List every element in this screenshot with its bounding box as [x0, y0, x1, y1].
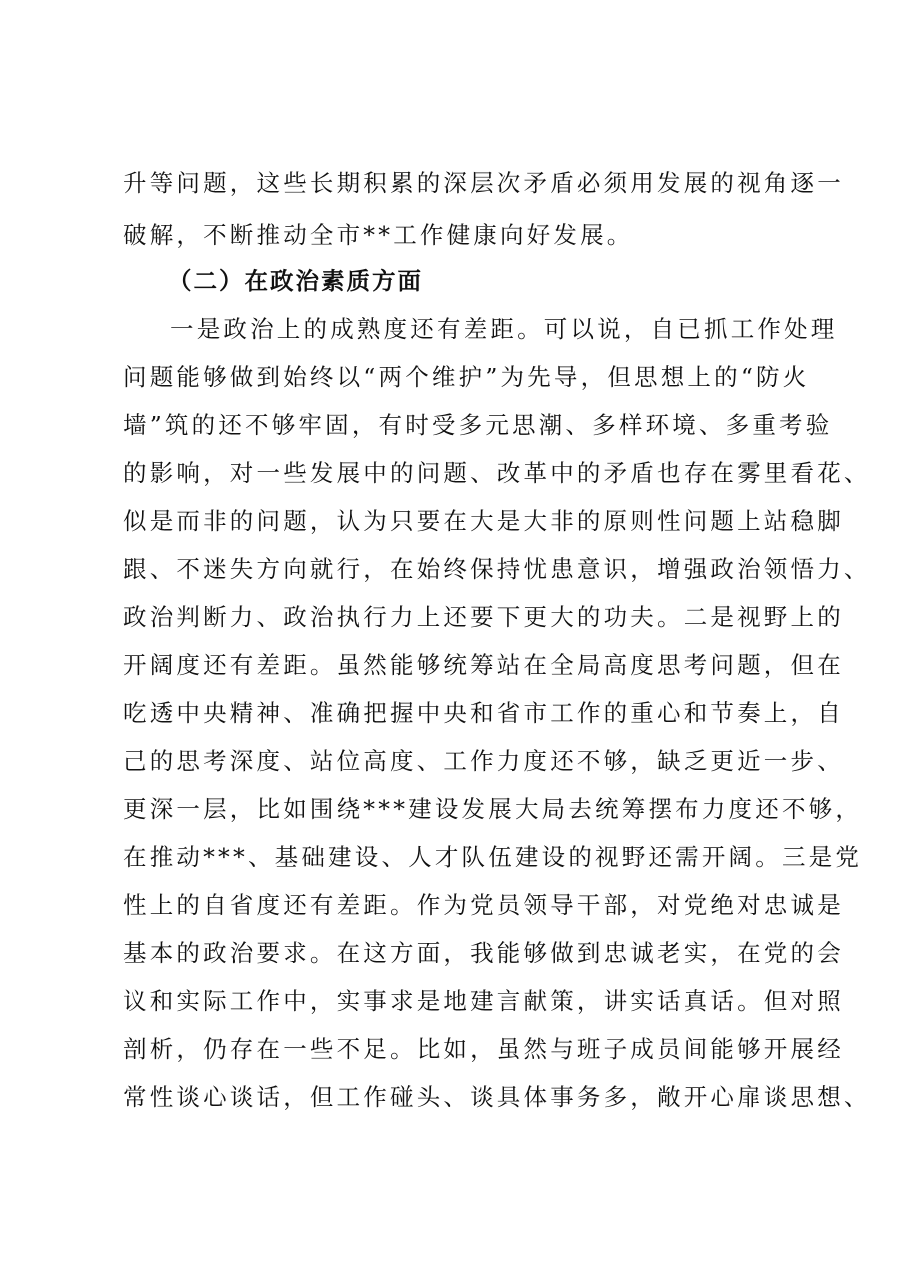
paragraph-line: 跟、不迷失方向就行，在始终保持忧患意识，增强政治领悟力、 [123, 555, 871, 583]
text-line: 破解，不断推动全市**工作健康向好发展。 [123, 221, 634, 249]
text-line: 升等问题，这些长期积累的深层次矛盾必须用发展的视角逐一 [123, 169, 844, 197]
paragraph-line: 议和实际工作中，实事求是地建言献策，讲实话真话。但对照 [123, 987, 844, 1015]
paragraph-line: 己的思考深度、站位高度、工作力度还不够，缺乏更近一步、 [123, 747, 844, 775]
paragraph-line: 基本的政治要求。在这方面，我能够做到忠诚老实，在党的会 [123, 939, 844, 967]
paragraph-line: 更深一层，比如围绕***建设发展大局去统筹摆布力度还不够， [123, 795, 863, 823]
paragraph-line: 在推动***、基础建设、人才队伍建设的视野还需开阔。三是党 [123, 843, 863, 871]
paragraph-line: 开阔度还有差距。虽然能够统筹站在全局高度思考问题，但在 [123, 651, 844, 679]
paragraph-line: 似是而非的问题，认为只要在大是大非的原则性问题上站稳脚 [123, 507, 844, 535]
paragraph-line: 问题能够做到始终以“两个维护”为先导，但思想上的“防火 [123, 363, 810, 391]
paragraph-line: 常性谈心谈话，但工作碰头、谈具体事务多，敞开心扉谈思想、 [123, 1083, 871, 1111]
paragraph-line: 吃透中央精神、准确把握中央和省市工作的重心和节奏上，自 [123, 699, 844, 727]
paragraph-line: 政治判断力、政治执行力上还要下更大的功夫。二是视野上的 [123, 603, 844, 631]
paragraph-line: 剖析，仍存在一些不足。比如，虽然与班子成员间能够开展经 [123, 1035, 844, 1063]
paragraph-line: 一是政治上的成熟度还有差距。可以说，自已抓工作处理 [170, 315, 838, 343]
section-heading: （二）在政治素质方面 [168, 267, 423, 295]
paragraph-line: 的影响，对一些发展中的问题、改革中的矛盾也存在雾里看花、 [123, 459, 871, 487]
paragraph-line: 性上的自省度还有差距。作为党员领导干部，对党绝对忠诚是 [123, 891, 844, 919]
paragraph-line: 墙”筑的还不够牢固，有时受多元思潮、多样环境、多重考验 [123, 411, 833, 439]
